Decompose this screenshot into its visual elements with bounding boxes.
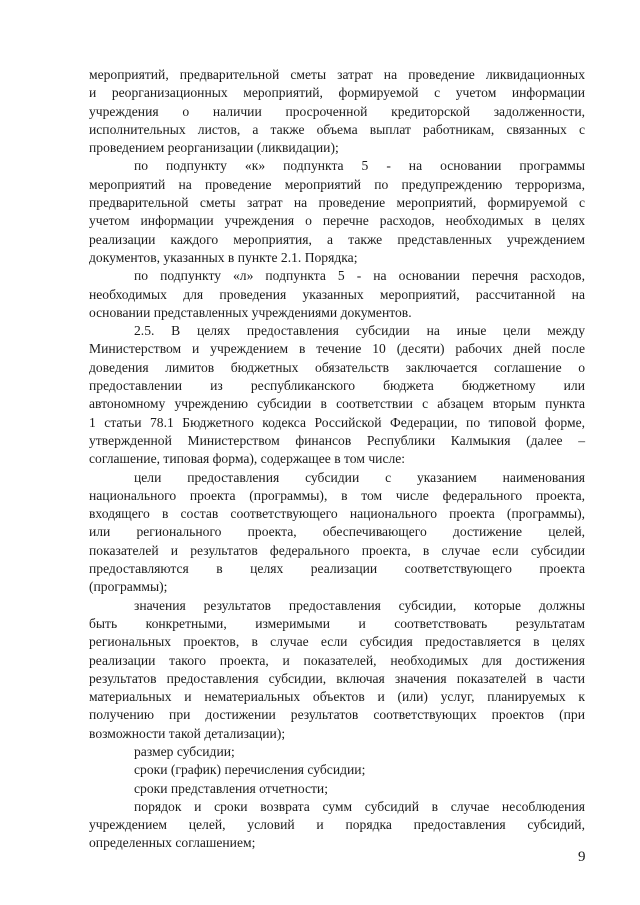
- text-line: (программы);: [89, 579, 168, 595]
- text-line: документов, указанных в пункте 2.1. Порядка;: [89, 249, 358, 265]
- text-line: или регионального проекта, обеспечивающего достижение целей,: [89, 524, 585, 540]
- text-line: мероприятий на проведение мероприятий по предупреждению терроризма,: [89, 176, 585, 192]
- text-line: исполнительных листов, а также объема выплат работникам, связанных с: [89, 121, 585, 137]
- text-line: региональных проектов, в случае если субсидия предоставляется в целях: [89, 634, 585, 650]
- text-line: учетом информации учреждения о перечне расходов, необходимых в целях: [89, 213, 585, 229]
- text-line: автономному учреждению субсидии в соответствии с абзацем вторым пункта: [89, 396, 585, 412]
- text-line: сроки (график) перечисления субсидии;: [134, 762, 366, 778]
- text-line: и реорганизационных мероприятий, формируемой с учетом информации: [89, 85, 585, 101]
- text-line: необходимых для проведения указанных мероприятий, рассчитанной на: [89, 286, 585, 302]
- text-line: 1 статьи 78.1 Бюджетного кодекса Российской Федерации, по типовой форме,: [89, 414, 585, 430]
- text-line: 2.5. В целях предоставления субсидии на иные цели между: [134, 323, 585, 339]
- text-line: сроки представления отчетности;: [134, 780, 328, 796]
- text-line: учреждения о наличии просроченной кредиторской задолженности,: [89, 103, 585, 119]
- text-line: значения результатов предоставления субсидии, которые должны: [134, 597, 585, 613]
- text-line: результатов предоставления субсидии, включая значения показателей в части: [89, 670, 585, 686]
- text-line: входящего в состав соответствующего национального проекта (программы),: [89, 506, 585, 522]
- text-line: реализации каждого мероприятия, а также представленных учреждением: [89, 231, 585, 247]
- text-line: реализации такого проекта, и показателей, необходимых для достижения: [89, 652, 585, 668]
- text-line: Министерством и учреждением в течение 10 (десяти) рабочих дней после: [89, 341, 585, 357]
- text-line: проведением реорганизации (ликвидации);: [89, 140, 339, 156]
- text-line: утвержденной Министерством финансов Республики Калмыкия (далее –: [89, 432, 585, 448]
- text-line: мероприятий, предварительной сметы затрат на проведение ликвидационных: [89, 67, 585, 82]
- text-line: быть конкретными, измеримыми и соответствовать результатам: [89, 615, 585, 631]
- text-line: предварительной сметы затрат на проведение мероприятий, формируемой с: [89, 195, 585, 211]
- text-line: материальных и нематериальных объектов и (или) услуг, планируемых к: [89, 689, 585, 705]
- text-line: предоставлении из республиканского бюджета бюджетному или: [89, 378, 585, 394]
- text-line: национального проекта (программы), в том числе федерального проекта,: [89, 487, 585, 503]
- text-line: цели предоставления субсидии с указанием наименования: [134, 469, 585, 485]
- text-line: получению при достижении результатов соответствующих проектов (при: [89, 707, 585, 723]
- text-line: возможности такой детализации);: [89, 725, 286, 741]
- text-line: показателей и результатов федерального проекта, в случае если субсидии: [89, 542, 585, 558]
- text-line: соглашение, типовая форма), содержащее в том числе:: [89, 451, 406, 467]
- text-line: основании представленных учреждениями документов.: [89, 304, 412, 320]
- document-body: [89, 66, 585, 853]
- page-number: 9: [578, 849, 586, 865]
- text-line: учреждением целей, условий и порядка предоставления субсидий,: [89, 817, 585, 833]
- text-line: по подпункту «л» подпункта 5 - на основании перечня расходов,: [134, 268, 585, 284]
- text-line: размер субсидии;: [134, 743, 235, 759]
- text-line: по подпункту «к» подпункта 5 - на основании программы: [134, 158, 585, 174]
- text-line: порядок и сроки возврата сумм субсидий в случае несоблюдения: [134, 798, 585, 814]
- text-line: определенных соглашением;: [89, 835, 256, 851]
- text-line: доведения лимитов бюджетных обязательств заключается соглашение о: [89, 359, 585, 375]
- text-line: предоставляются в целях реализации соответствующего проекта: [89, 561, 585, 577]
